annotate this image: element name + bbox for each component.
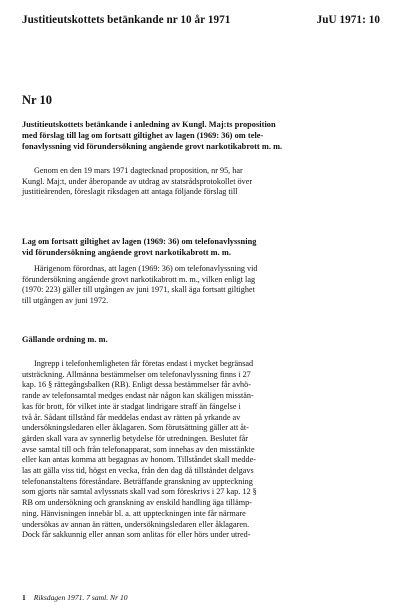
law-title-line: Lag om fortsatt giltighet av lagen (1969: 36) om telefonavlyssning: [22, 237, 257, 246]
section-line: telefonanstaltens föreståndare. Beträffande granskning av uppteckning: [22, 476, 253, 486]
section-line: utsträckning. Allmänna bestämmelser om telefonavlyssning finns i 27: [22, 369, 251, 379]
section-line: avse samtal till och från telefonapparat, som innehas av den misstänkte: [22, 444, 255, 454]
intro-line: Genom en den 19 mars 1971 dagtecknad proposition, nr 95, har: [34, 166, 243, 175]
report-title-line: Justitieutskottets betänkande i anledning av Kungl. Maj:ts proposition: [22, 120, 276, 129]
section-line: undersökningsledaren eller åklagaren. Som förutsättning gäller att åt-: [22, 423, 249, 433]
footer-source: Riksdagen 1971. 7 saml. Nr 10: [33, 593, 128, 602]
section-paragraph: [22, 359, 382, 541]
running-header-title: Justitieutskottets betänkande nr 10 år 1971: [22, 14, 231, 26]
section-line: två år. Sådant tillstånd får meddelas endast av rätten på yrkande av: [22, 412, 241, 422]
intro-line: justitieärenden, föreslagit riksdagen att antaga följande förslag till: [22, 187, 238, 197]
section-line: eller kan antas komma att begagnas av honom. Tillståndet skall medde-: [22, 455, 256, 465]
law-text-line: till utgången av juni 1972.: [22, 296, 109, 306]
report-title: [22, 119, 382, 152]
section-line: kas för brott, för vilket inte är stadgat lindrigare straff än fängelse i: [22, 401, 241, 411]
report-title-line: med förslag till lag om fortsatt giltighet av lagen (1969: 36) om tele-: [22, 131, 264, 140]
report-title-line: fonavlyssning vid förundersökning angående grovt narkotikabrott m. m.: [22, 142, 283, 151]
section-line: Dock får sakkunnig eller annan som anlitas för eller hörs under utred-: [22, 530, 251, 540]
law-text-paragraph: [22, 264, 382, 307]
section-line: gärden skall vara av synnerlig betydelse för utredningen. Beslutet får: [22, 433, 248, 443]
page-footer: [22, 593, 128, 602]
law-text-line: Härigenom förordnas, att lagen (1969: 36) om telefonavlyssning vid: [34, 264, 258, 273]
law-title: [22, 236, 382, 258]
section-line: kap. 16 § rättegångsbalken (RB). Enligt dessa bestämmelser får avhö-: [22, 380, 251, 390]
section-line: undersökas av annan än rätten, undersökningsledaren eller åklagaren.: [22, 519, 250, 529]
section-line: som gjorts när samtal avlyssnats skall vad som föreskrivs i 27 kap. 12 §: [22, 487, 257, 497]
law-text-line: (1970: 223) gäller till utgången av juni 1971, skall äga fortsatt giltighet: [22, 285, 255, 295]
section-heading: Gällande ordning m. m.: [22, 335, 108, 344]
section-line: RB om undersökning och granskning av enskild handling äga tillämp-: [22, 498, 252, 508]
page-number: 1: [22, 593, 26, 602]
law-title-line: vid förundersökning angående grovt narkotikabrott m. m.: [22, 248, 231, 257]
running-header-reference: JuU 1971: 10: [316, 14, 380, 26]
report-number: Nr 10: [22, 93, 52, 107]
intro-line: Kungl. Maj:t, under åberopande av utdrag av statsrådsprotokollet över: [22, 176, 253, 186]
section-line: rande av telefonsamtal medges endast när någon kan skäligen misstän-: [22, 391, 254, 401]
section-line: las att gälla viss tid, högst en vecka, från den dag då tillståndet delgavs: [22, 466, 254, 476]
intro-paragraph: [22, 166, 382, 198]
law-text-line: förundersökning angående grovt narkotikabrott m. m., vilken enligt lag: [22, 274, 256, 284]
section-line: ning. Hänvisningen innebär bl. a. att uppteckningen inte får närmare: [22, 508, 246, 518]
section-line: Ingrepp i telefonhemligheten får företas endast i mycket begränsad: [34, 359, 254, 368]
